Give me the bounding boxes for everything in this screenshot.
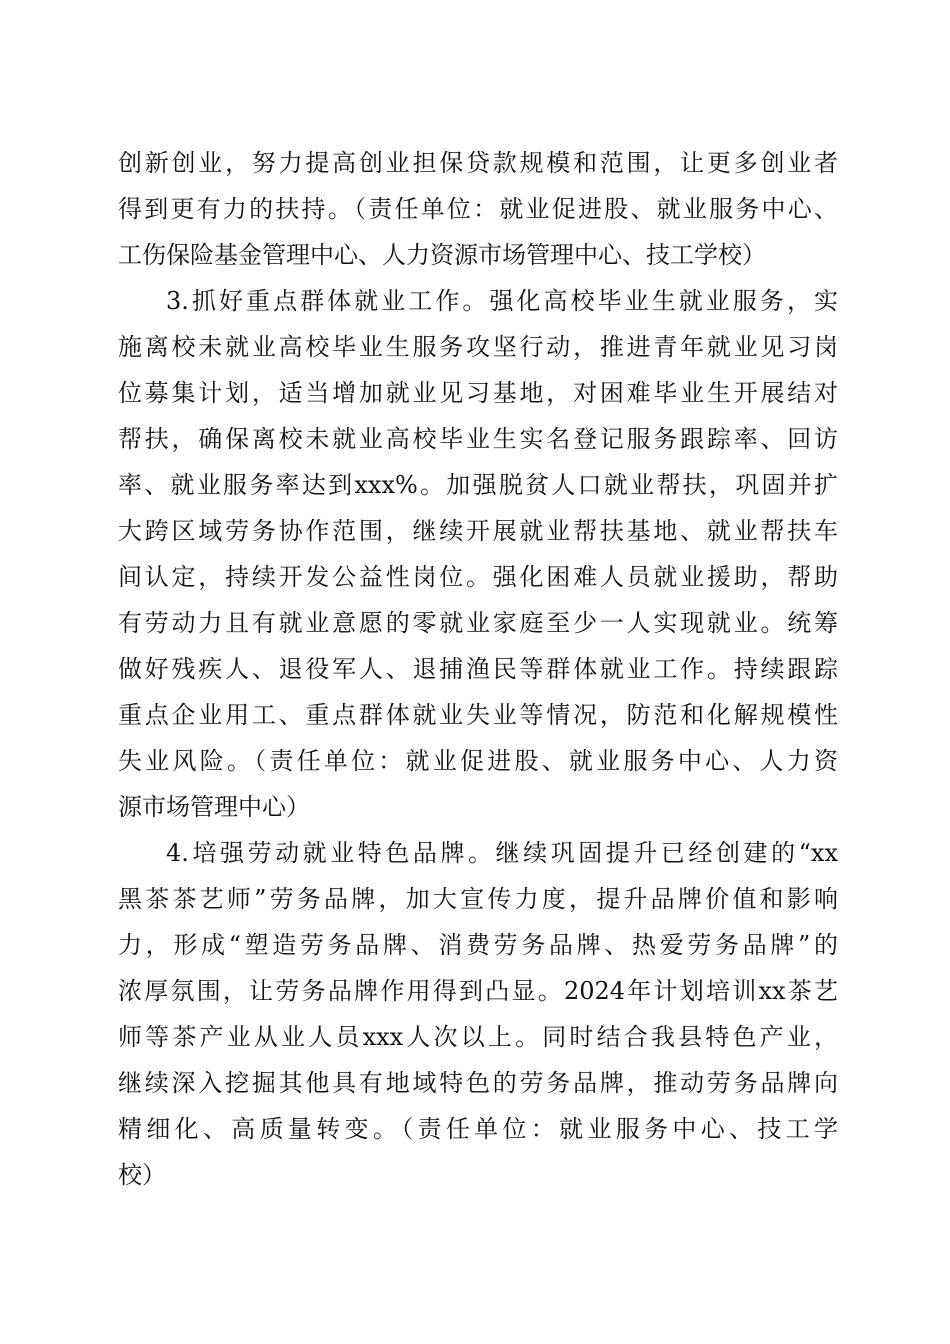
paragraph-line: 有劳动力且有就业意愿的零就业家庭至少一人实现就业。统筹 — [118, 609, 838, 637]
paragraph-line: 源市场管理中心） — [118, 793, 310, 821]
paragraph-line: 校） — [118, 1161, 166, 1189]
paragraph-line: 间认定，持续开发公益性岗位。强化困难人员就业援助，帮助 — [118, 563, 838, 591]
paragraph-line: 工伤保险基金管理中心、人力资源市场管理中心、技工学校） — [118, 241, 766, 269]
paragraph-line: 失业风险。（责任单位：就业促进股、就业服务中心、人力资 — [118, 747, 838, 775]
paragraph-line: 得到更有力的扶持。（责任单位：就业促进股、就业服务中心、 — [118, 195, 838, 223]
paragraph-line: 3.抓好重点群体就业工作。强化高校毕业生就业服务，实 — [166, 287, 838, 315]
paragraph-line: 大跨区域劳务协作范围，继续开展就业帮扶基地、就业帮扶车 — [118, 517, 838, 545]
paragraph-line: 重点企业用工、重点群体就业失业等情况，防范和化解规模性 — [118, 701, 838, 729]
paragraph-line: 师等茶产业从业人员xxx人次以上。同时结合我县特色产业， — [118, 1023, 838, 1051]
paragraph-line: 继续深入挖掘其他具有地域特色的劳务品牌，推动劳务品牌向 — [118, 1069, 838, 1097]
document-body — [118, 140, 838, 1198]
paragraph-line: 力，形成“塑造劳务品牌、消费劳务品牌、热爱劳务品牌”的 — [118, 931, 838, 959]
paragraph-line: 施离校未就业高校毕业生服务攻坚行动，推进青年就业见习岗 — [118, 333, 838, 361]
paragraph-line: 浓厚氛围，让劳务品牌作用得到凸显。2024年计划培训xx茶艺 — [118, 977, 838, 1005]
paragraph-line: 率、就业服务率达到xxx%。加强脱贫人口就业帮扶，巩固并扩 — [118, 471, 838, 499]
paragraph-line: 黑茶茶艺师”劳务品牌，加大宣传力度，提升品牌价值和影响 — [118, 885, 838, 913]
paragraph-line: 4.培强劳动就业特色品牌。继续巩固提升已经创建的“xx — [166, 839, 838, 867]
paragraph-continued — [118, 140, 838, 278]
paragraph-line: 位募集计划，适当增加就业见习基地，对困难毕业生开展结对 — [118, 379, 838, 407]
paragraph-line: 做好残疾人、退役军人、退捕渔民等群体就业工作。持续跟踪 — [118, 655, 838, 683]
paragraph-4 — [118, 830, 838, 1198]
paragraph-line: 创新创业，努力提高创业担保贷款规模和范围，让更多创业者 — [118, 149, 838, 177]
paragraph-3 — [118, 278, 838, 830]
paragraph-line: 精细化、高质量转变。（责任单位：就业服务中心、技工学 — [118, 1115, 838, 1143]
paragraph-line: 帮扶，确保离校未就业高校毕业生实名登记服务跟踪率、回访 — [118, 425, 838, 453]
